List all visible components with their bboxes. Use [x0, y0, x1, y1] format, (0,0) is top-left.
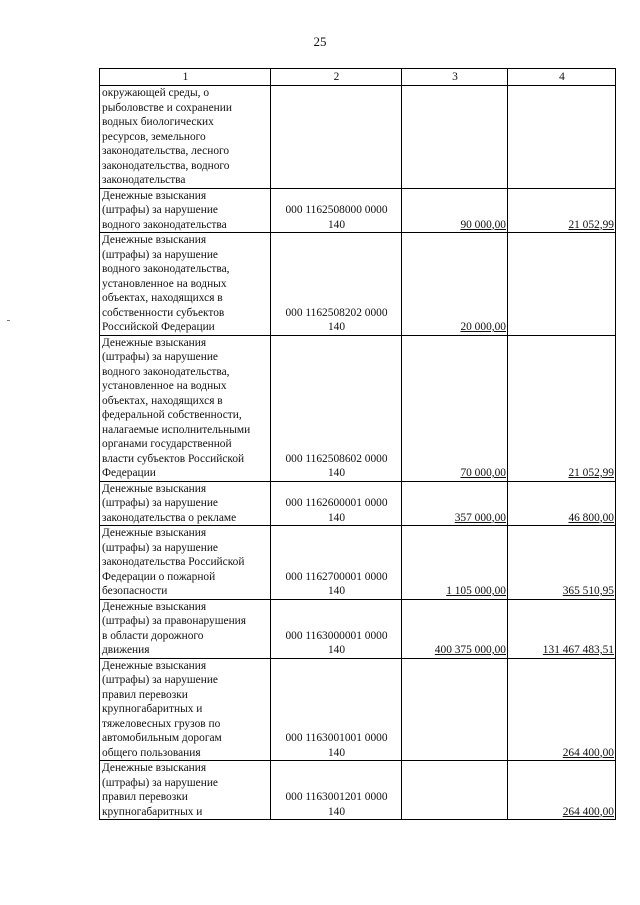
- budget-code-cell: 000 1162508602 0000 140: [271, 335, 402, 481]
- actual-amount-cell: [508, 761, 616, 820]
- actual-amount-cell: [508, 526, 616, 600]
- amount-value: 20 000,00: [460, 321, 506, 333]
- table-row: [100, 761, 616, 820]
- planned-amount-cell: [402, 599, 508, 658]
- table-row: [100, 526, 616, 600]
- amount-value: 1 105 000,00: [446, 585, 506, 597]
- revenue-name-cell: Денежные взыскания (штрафы) за нарушение водного законодательства: [100, 188, 271, 233]
- header-cell: 1: [100, 69, 271, 86]
- amount-value: 90 000,00: [460, 218, 506, 231]
- amount-value: 400 375 000,00: [434, 644, 506, 656]
- page-number: 25: [313, 34, 327, 49]
- table-header-row: [100, 69, 616, 86]
- table-row: [100, 233, 616, 336]
- planned-amount-cell: [402, 188, 508, 233]
- planned-amount-cell: [402, 86, 508, 189]
- budget-code-cell: 000 1162508202 0000 140: [271, 233, 402, 336]
- table-row: [100, 335, 616, 481]
- revenue-name-cell: Денежные взыскания (штрафы) за нарушение законодательства о рекламе: [100, 481, 271, 526]
- actual-amount-cell: [508, 335, 616, 481]
- revenue-name-cell: Денежные взыскания (штрафы) за нарушение законодательства Российской Федерации о пожарной безопасности: [100, 526, 271, 600]
- revenue-name-cell: Денежные взыскания (штрафы) за нарушение правил перевозки крупногабаритных и: [100, 761, 271, 820]
- table-row: [100, 188, 616, 233]
- revenue-name-cell: Денежные взыскания (штрафы) за нарушение водного законодательства, установленное на водных объектах, находящихся в федеральной собственности, налагаемые исполнительными органами государственной власти субъектов Российской Федерации: [100, 335, 271, 481]
- revenue-name-cell: Денежные взыскания (штрафы) за правонарушения в области дорожного движения: [100, 599, 271, 658]
- amount-value: 264 400,00: [562, 746, 614, 759]
- header-cell: 2: [271, 69, 402, 86]
- budget-code-cell: 000 1162508000 0000 140: [271, 188, 402, 233]
- budget-code-cell: 000 1162600001 0000 140: [271, 481, 402, 526]
- planned-amount-cell: [402, 233, 508, 336]
- amount-value: 70 000,00: [460, 467, 506, 479]
- actual-amount-cell: [508, 658, 616, 761]
- amount-value: 131 467 483,51: [542, 644, 614, 656]
- table-row: [100, 86, 616, 189]
- table-row: [100, 599, 616, 658]
- actual-amount-cell: [508, 188, 616, 233]
- budget-code-cell: 000 1162700001 0000 140: [271, 526, 402, 600]
- revenue-name-cell: окружающей среды, о рыболовстве и сохранении водных биологических ресурсов, земельного законодательства, лесного законодательства, водного законодательства: [100, 86, 271, 189]
- actual-amount-cell: [508, 233, 616, 336]
- amount-value: 21 052,99: [568, 218, 614, 231]
- table-row: [100, 658, 616, 761]
- planned-amount-cell: [402, 761, 508, 820]
- amount-value: 21 052,99: [568, 467, 614, 479]
- budget-code-cell: [271, 86, 402, 189]
- amount-value: 46 800,00: [568, 511, 614, 524]
- actual-amount-cell: [508, 481, 616, 526]
- planned-amount-cell: [402, 658, 508, 761]
- amount-value: 264 400,00: [562, 805, 614, 818]
- revenue-name-cell: Денежные взыскания (штрафы) за нарушение правил перевозки крупногабаритных и тяжеловесных грузов по автомобильным дорогам общего пользования: [100, 658, 271, 761]
- header-cell: 4: [508, 69, 616, 86]
- table-row: [100, 481, 616, 526]
- header-cell: 3: [402, 69, 508, 86]
- planned-amount-cell: [402, 481, 508, 526]
- actual-amount-cell: [508, 599, 616, 658]
- actual-amount-cell: [508, 86, 616, 189]
- amount-value: 357 000,00: [454, 511, 506, 524]
- revenue-name-cell: Денежные взыскания (штрафы) за нарушение водного законодательства, установленное на водных объектах, находящихся в собственности субъектов Российской Федерации: [100, 233, 271, 336]
- amount-value: 365 510,95: [562, 585, 614, 597]
- scan-speck: [7, 320, 10, 321]
- planned-amount-cell: [402, 526, 508, 600]
- budget-code-cell: 000 1163001001 0000 140: [271, 658, 402, 761]
- planned-amount-cell: [402, 335, 508, 481]
- budget-table: [99, 68, 616, 820]
- budget-code-cell: 000 1163001201 0000 140: [271, 761, 402, 820]
- budget-code-cell: 000 1163000001 0000 140: [271, 599, 402, 658]
